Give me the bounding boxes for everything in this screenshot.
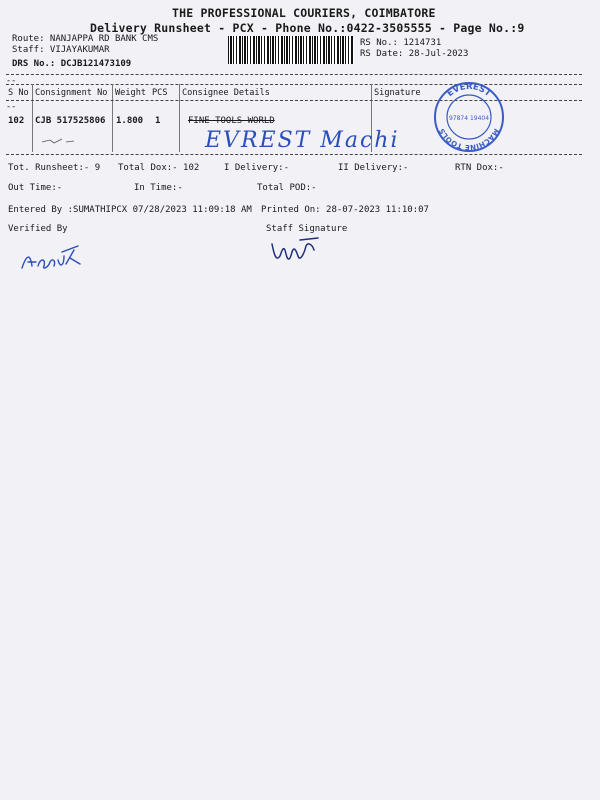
rule-top [6, 74, 582, 75]
total-dox: Total Dox:- 102 [118, 163, 200, 173]
scribble-mark [40, 132, 80, 148]
col-divider [32, 84, 33, 152]
i-delivery: I Delivery:- [224, 163, 290, 173]
printed-on: Printed On: 28-07-2023 11:10:07 [261, 205, 429, 215]
staff-label: Staff: VIJAYAKUMAR [12, 45, 110, 55]
receiver-signature: EVREST Machi [205, 128, 400, 153]
barcode [228, 36, 354, 64]
row-consignment: CJB 517525806 [35, 116, 106, 126]
route-label: Route: NANJAPPA RD BANK CMS [12, 34, 159, 44]
out-time: Out Time:- [8, 183, 63, 193]
row-pcs: 1 [155, 116, 161, 126]
company-name: THE PROFESSIONAL COURIERS, COIMBATORE [172, 6, 436, 20]
rule-table-bottom [6, 154, 582, 155]
row-weight: 1.800 [116, 116, 144, 126]
col-signature: Signature [374, 88, 421, 98]
company-stamp [432, 80, 506, 154]
rule-dash: -- [6, 76, 17, 86]
col-pcs: PCS [152, 88, 168, 98]
rs-number: RS No.: 1214731 [360, 38, 442, 48]
rule-dash: -- [6, 102, 17, 112]
stamp-center-text: 97874 19404 [448, 115, 490, 122]
col-divider [179, 84, 180, 152]
total-pod: Total POD:- [257, 183, 317, 193]
row-sno: 102 [8, 116, 25, 126]
col-divider [112, 84, 113, 152]
ii-delivery: II Delivery:- [338, 163, 409, 173]
entered-by: Entered By :SUMATHIPCX 07/28/2023 11:09:18 AM [8, 205, 252, 215]
verified-signature [18, 238, 88, 278]
col-consignment: Consignment No [35, 88, 108, 98]
staff-signature-label: Staff Signature [266, 224, 348, 234]
tot-runsheet: Tot. Runsheet:- 9 [8, 163, 101, 173]
rtn-dox: RTN Dox:- [455, 163, 504, 173]
runsheet-subtitle: Delivery Runsheet - PCX - Phone No.:0422-3505555 - Page No.:9 [90, 21, 525, 35]
drs-number: DRS No.: DCJB121473109 [12, 59, 132, 69]
rs-date: RS Date: 28-Jul-2023 [360, 49, 469, 59]
verified-by-label: Verified By [8, 224, 68, 234]
stamp-side-text: MACHINE TOOLS [437, 127, 501, 152]
stamp-top-text: EVEREST [445, 81, 493, 99]
col-weight: Weight [115, 88, 147, 98]
in-time: In Time:- [134, 183, 183, 193]
col-sno: S No [8, 88, 29, 98]
staff-signature [268, 232, 328, 272]
col-consignee: Consignee Details [182, 88, 270, 98]
row-consignee: FINE TOOLS WORLD [188, 116, 275, 126]
